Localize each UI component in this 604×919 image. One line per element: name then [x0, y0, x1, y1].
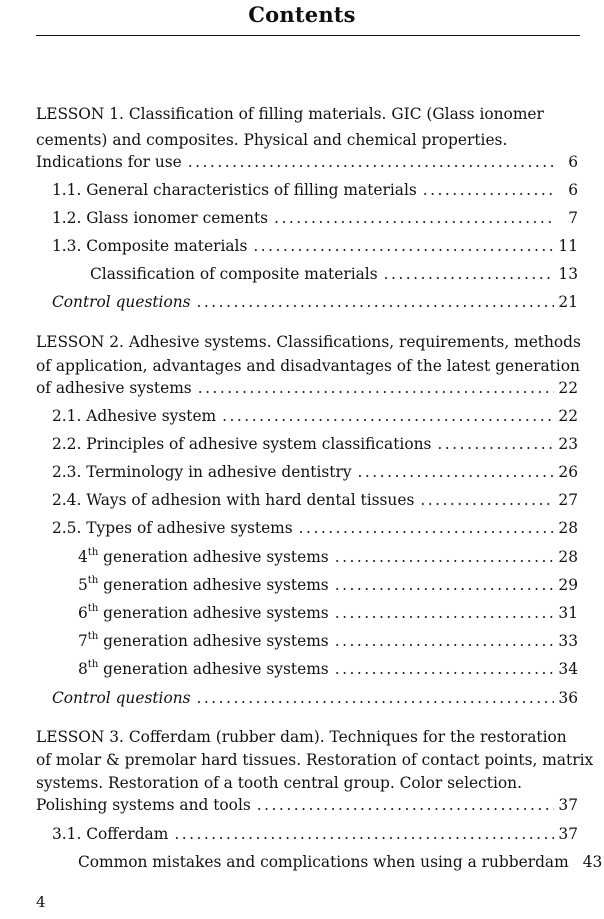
dot-leader: [257, 792, 555, 818]
toc-entry-label: Classification of composite materials: [90, 265, 378, 283]
toc-entry-rubberdam-mistakes[interactable]: [78, 849, 603, 875]
lesson-1-heading-line-2: cements) and composites. Physical and chemical properties.: [36, 131, 508, 149]
lesson-1-heading-line-1: LESSON 1. Classification of filling materials. GIC (Glass ionomer: [36, 105, 544, 123]
toc-page-number: 11: [558, 237, 578, 255]
toc-entry-lesson-3[interactable]: [36, 792, 578, 818]
toc-entry-lesson-2[interactable]: [36, 375, 578, 401]
toc-entry-label: 5th generation adhesive systems: [78, 574, 329, 594]
dot-leader: [197, 685, 555, 711]
toc-entry-label: 8th generation adhesive systems: [78, 658, 329, 678]
dot-leader: [423, 177, 556, 203]
toc-entry-lesson-1[interactable]: [36, 149, 578, 175]
toc-page-number: 34: [558, 660, 578, 678]
toc-page-number: 6: [568, 181, 578, 199]
dot-leader: [188, 149, 556, 175]
toc-entry-label: Indications for use: [36, 153, 182, 171]
toc-entry-1-2[interactable]: [52, 205, 578, 231]
toc-entry-gen-6[interactable]: [78, 600, 578, 626]
lesson-2-heading-line-2: of application, advantages and disadvantages of the latest generation: [36, 357, 580, 375]
toc-entry-label: 1.1. General characteristics of filling materials: [52, 181, 417, 199]
toc-entry-1-1[interactable]: [52, 177, 578, 203]
toc-entry-gen-7[interactable]: [78, 628, 578, 654]
toc-page-number: 37: [558, 796, 578, 814]
dot-leader: [335, 656, 555, 682]
toc-page-number: 28: [558, 548, 578, 566]
toc-entry-1-3[interactable]: [52, 233, 578, 259]
toc-entry-label: 1.3. Composite materials: [52, 237, 248, 255]
toc-page-number: 22: [558, 379, 578, 397]
toc-entry-2-3[interactable]: [52, 459, 578, 485]
dot-leader: [174, 821, 554, 847]
title-divider: [36, 35, 580, 36]
toc-entry-2-2[interactable]: [52, 431, 578, 457]
dot-leader: [384, 261, 555, 287]
toc-entry-2-5[interactable]: [52, 515, 578, 541]
toc-entry-label: 1.2. Glass ionomer cements: [52, 209, 269, 227]
dot-leader: [420, 487, 554, 513]
page-number: 4: [36, 893, 46, 911]
toc-entry-3-1[interactable]: [52, 821, 578, 847]
toc-entry-2-1[interactable]: [52, 403, 578, 429]
toc-entry-composite-classification[interactable]: [90, 261, 578, 287]
dot-leader: [299, 515, 555, 541]
toc-entry-label: 6th generation adhesive systems: [78, 602, 329, 622]
dot-leader: [274, 205, 556, 231]
toc-entry-gen-5[interactable]: [78, 572, 578, 598]
dot-leader: [358, 459, 555, 485]
lesson-3-heading-line-3: systems. Restoration of a tooth central group. Color selection.: [36, 774, 522, 792]
toc-page-number: 33: [558, 632, 578, 650]
lesson-2-heading-line-1: LESSON 2. Adhesive systems. Classifications, requirements, methods: [36, 333, 581, 351]
toc-entry-label: 2.2. Principles of adhesive system classifications: [52, 435, 432, 453]
toc-page-number: 27: [558, 491, 578, 509]
toc-entry-lesson-2-control-questions[interactable]: [52, 685, 578, 711]
toc-entry-gen-4[interactable]: [78, 544, 578, 570]
toc-page-number: 28: [558, 519, 578, 537]
dot-leader: [222, 403, 554, 429]
toc-entry-label: of adhesive systems: [36, 379, 192, 397]
toc-entry-label: 2.1. Adhesive system: [52, 407, 217, 425]
toc-entry-label: 2.5. Types of adhesive systems: [52, 519, 293, 537]
toc-page-number: 26: [558, 463, 578, 481]
dot-leader: [437, 431, 554, 457]
dot-leader: [335, 628, 555, 654]
toc-page-number: 23: [558, 435, 578, 453]
dot-leader: [335, 572, 555, 598]
toc-page-number: 43: [582, 853, 603, 871]
toc-page-number: 22: [558, 407, 578, 425]
dot-leader: [197, 289, 555, 315]
lesson-3-heading-line-1: LESSON 3. Cofferdam (rubber dam). Techniques for the restoration: [36, 728, 567, 746]
toc-entry-gen-8[interactable]: [78, 656, 578, 682]
toc-page-number: 6: [568, 153, 578, 171]
toc-page-number: 7: [568, 209, 578, 227]
toc-entry-2-4[interactable]: [52, 487, 578, 513]
dot-leader: [335, 600, 555, 626]
toc-page-number: 13: [558, 265, 578, 283]
toc-entry-label: 7th generation adhesive systems: [78, 630, 329, 650]
toc-entry-label: 2.4. Ways of adhesion with hard dental tissues: [52, 491, 415, 509]
toc-entry-label: Common mistakes and complications when using a rubberdam: [78, 853, 569, 871]
toc-entry-label: Polishing systems and tools: [36, 796, 251, 814]
toc-page-number: 31: [558, 604, 578, 622]
toc-entry-lesson-1-control-questions[interactable]: [52, 289, 578, 315]
toc-page-number: 36: [558, 689, 578, 707]
toc-entry-label: Control questions: [52, 689, 191, 707]
dot-leader: [335, 544, 555, 570]
toc-entry-label: 2.3. Terminology in adhesive dentistry: [52, 463, 352, 481]
page-title: Contents: [248, 2, 356, 27]
toc-entry-label: 4th generation adhesive systems: [78, 546, 329, 566]
toc-entry-label: 3.1. Cofferdam: [52, 825, 169, 843]
lesson-3-heading-line-2: of molar & premolar hard tissues. Restoration of contact points, matrix: [36, 751, 594, 769]
toc-entry-label: Control questions: [52, 293, 191, 311]
dot-leader: [253, 233, 554, 259]
toc-page-number: 21: [558, 293, 578, 311]
toc-page-number: 29: [558, 576, 578, 594]
toc-page-number: 37: [558, 825, 578, 843]
dot-leader: [198, 375, 555, 401]
